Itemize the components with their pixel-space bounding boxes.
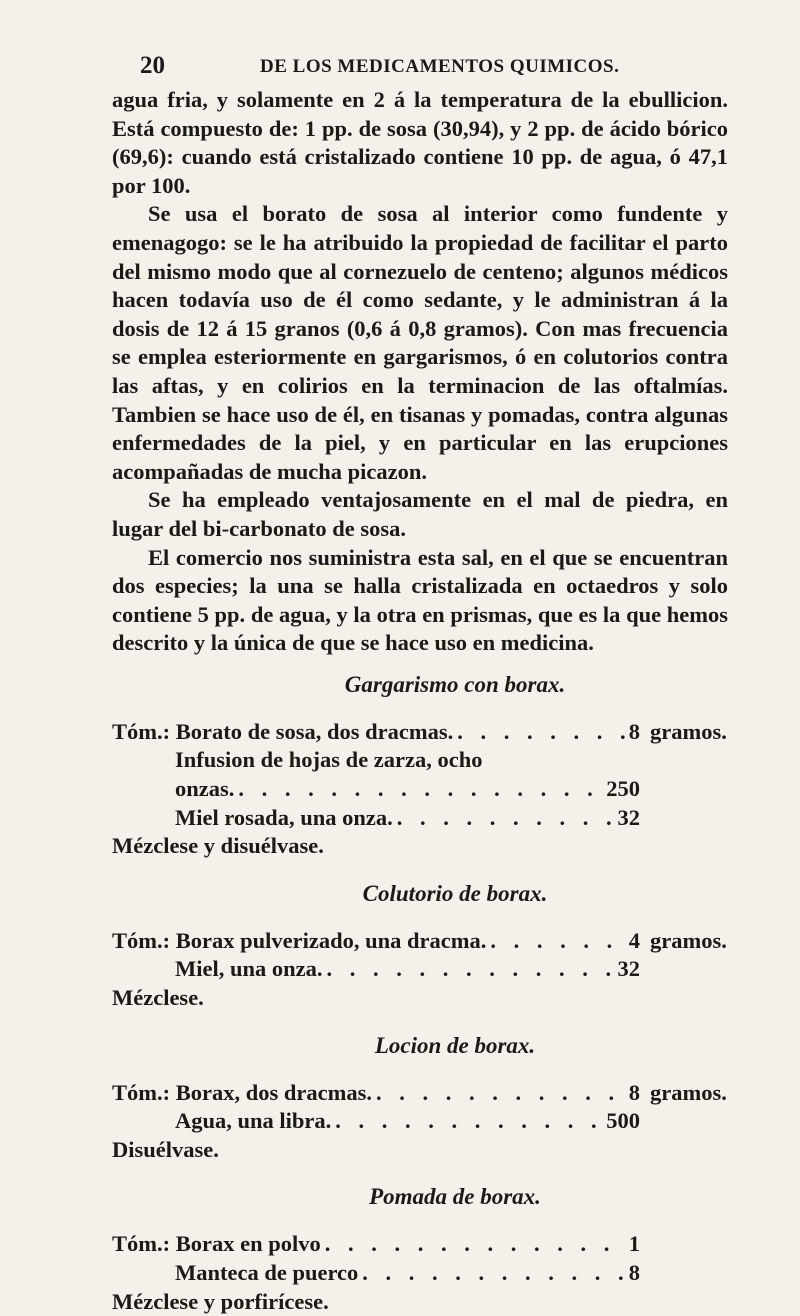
recipe-line <box>112 1107 728 1136</box>
recipe-line <box>112 1079 728 1108</box>
ingredient-quantity: 500 <box>606 1108 640 1134</box>
leader-dots <box>397 804 614 833</box>
recipe-line <box>112 927 728 956</box>
ingredient-quantity: 250 <box>606 776 640 802</box>
page-number: 20 <box>140 52 165 79</box>
ingredient-text: Miel, una onza. <box>175 956 323 982</box>
recipe-pomada <box>112 1230 728 1316</box>
leader-dots <box>238 775 602 804</box>
leader-dots <box>362 1259 624 1288</box>
recipe-locion <box>112 1079 728 1165</box>
paragraph: El comercio nos suministra esta sal, en el que se encuentran dos especies; la una se halla cristalizada en octaedros y solo contiene 5 pp. de agua, y la otra en prismas, que es la que hemos descrito y la única de que se hace uso en medicina. <box>112 544 728 656</box>
paragraph: agua fria, y solamente en 2 á la temperatura de la ebullicion. Está compuesto de: 1 pp. de sosa (30,94), y 2 pp. de ácido bórico (69,6): cuando está cristalizado contiene 10 pp. de agua, ó 47,1 por 100. <box>112 87 728 198</box>
recipe-colutorio <box>112 927 728 1013</box>
leader-dots <box>490 927 624 956</box>
ingredient-quantity: 32 <box>617 956 640 982</box>
leader-dots <box>327 955 614 984</box>
ingredient-text: Tóm.: Borax pulverizado, una dracma. <box>112 927 487 953</box>
ingredient-unit: gramos. <box>650 927 727 953</box>
recipe-line <box>112 775 728 804</box>
ingredient-quantity: 4 <box>628 927 640 953</box>
recipe-instruction: Disuélvase. <box>112 1136 219 1162</box>
body-text <box>112 86 728 658</box>
ingredient-text: Tóm.: Borax en polvo <box>112 1231 321 1257</box>
recipe-title-gargarismo: Gargarismo con borax. <box>344 671 566 697</box>
ingredient-text: onzas. <box>175 776 235 802</box>
leader-dots <box>457 718 625 747</box>
ingredient-unit: gramos. <box>650 718 727 744</box>
page-header <box>112 52 728 86</box>
ingredient-quantity: 8 <box>628 718 640 744</box>
recipe-title-pomada: Pomada de borax. <box>369 1184 541 1210</box>
ingredient-text: Manteca de puerco <box>175 1260 359 1285</box>
ingredient-unit: gramos. <box>650 1079 727 1105</box>
leader-dots <box>325 1230 625 1259</box>
ingredient-text: Agua, una libra. <box>175 1108 332 1134</box>
recipe-line <box>112 804 728 833</box>
ingredient-text: Tóm.: Borax, dos dracmas. <box>112 1079 372 1105</box>
ingredient-text: Tóm.: Borato de sosa, dos dracmas. <box>112 718 454 744</box>
recipe-title-colutorio: Colutorio de borax. <box>362 880 548 906</box>
recipe-title-locion: Locion de borax. <box>374 1032 536 1058</box>
leader-dots <box>376 1079 625 1108</box>
recipe-line <box>112 1230 728 1259</box>
recipe-instruction: Mézclese. <box>112 985 204 1011</box>
recipe-line <box>112 718 728 747</box>
paragraph: Se usa el borato de sosa al interior como fundente y emenagogo: se le ha atribuido la propiedad de facilitar el parto del mismo modo que al cornezuelo de centeno; algunos médicos hacen todavía uso de él como sedante, y le administran á la dosis de 12 á 15 granos (0,6 á 0,8 gramos). Con mas frecuencia se emplea esteriormente en gargarismos, ó en colutorios contra las aftas, y en colirios en la terminacion de las oftalmías. Tambien se hace uso de él, en tisanas y pomadas, contra algunas enfermedades de la piel, y en particular en las erupciones acompañadas de mucha picazon. <box>112 201 728 484</box>
recipe-line <box>112 746 728 775</box>
ingredient-quantity: 32 <box>617 804 640 830</box>
recipe-line <box>112 955 728 984</box>
ingredient-text: Miel rosada, una onza. <box>175 804 393 830</box>
ingredient-quantity: 1 <box>628 1231 640 1257</box>
ingredient-quantity: 8 <box>628 1260 640 1285</box>
recipe-gargarismo <box>112 718 728 861</box>
ingredient-quantity: 8 <box>628 1079 640 1105</box>
recipe-instruction: Mézclese y porfirícese. <box>112 1288 329 1314</box>
leader-dots <box>335 1107 602 1136</box>
ingredient-text: Infusion de hojas de zarza, ocho <box>175 747 483 773</box>
recipe-line <box>112 1259 728 1288</box>
running-title: DE LOS MEDICAMENTOS QUIMICOS. <box>260 56 620 77</box>
paragraph: Se ha empleado ventajosamente en el mal de piedra, en lugar del bi-carbonato de sosa. <box>112 487 728 541</box>
recipe-instruction: Mézclese y disuélvase. <box>112 833 324 859</box>
